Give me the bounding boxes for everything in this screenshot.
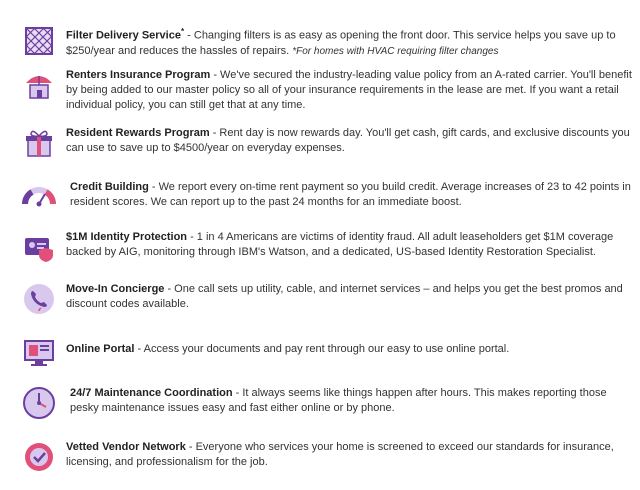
service-title: Resident Rewards Program <box>66 127 210 139</box>
portal-computer-icon <box>22 336 56 370</box>
service-text <box>66 282 634 312</box>
service-description: - Rent day is now rewards day. You'll get cash, gift cards, and exclusive discounts you can use to save up to $4500/year on everyday expenses. <box>66 127 630 154</box>
service-title: Move-In Concierge <box>66 283 165 295</box>
service-text <box>66 440 634 470</box>
service-title: Online Portal <box>66 343 135 355</box>
service-renters-insurance <box>22 68 634 118</box>
service-title: Vetted Vendor Network <box>66 441 186 453</box>
credit-gauge-icon <box>22 180 56 214</box>
service-text <box>70 386 634 416</box>
service-note: *For homes with HVAC requiring filter changes <box>292 45 499 57</box>
vendor-badge-icon <box>22 440 56 474</box>
service-description: - Changing filters is as easy as opening the front door. This service helps you save up to $250/year and reduces the hassles of repairs. <box>66 29 616 57</box>
service-vetted-vendor-network <box>22 440 634 490</box>
filter-icon <box>22 24 56 58</box>
service-text <box>70 180 634 210</box>
service-title-marker: * <box>180 27 185 36</box>
clock-icon <box>22 386 56 420</box>
service-description: - 1 in 4 Americans are victims of identity fraud. All adult leaseholders get $1M coverage backed by AIG, monitoring through IBM's Watson, and a dedicated, US-based Identity Restoration Specialist. <box>66 231 614 258</box>
service-title: 24/7 Maintenance Coordination <box>70 387 233 399</box>
service-text <box>66 342 634 357</box>
umbrella-house-icon <box>22 68 56 102</box>
service-text <box>66 24 634 59</box>
id-card-shield-icon <box>22 230 56 264</box>
service-resident-rewards <box>22 126 634 176</box>
service-title: Credit Building <box>70 181 149 193</box>
service-title: $1M Identity Protection <box>66 231 188 243</box>
service-description: - We report every on-time rent payment so you build credit. Average increases of 23 to 42 points in resident scores. We can report up to the past 24 months for an immediate boost. <box>70 181 631 208</box>
concierge-phone-icon <box>22 282 56 316</box>
service-description: - It always seems like things happen after hours. This makes reporting those pesky maintenance issues easy and fast either online or by phone. <box>70 387 607 414</box>
service-text <box>66 230 634 260</box>
gift-icon <box>22 126 56 160</box>
service-filter-delivery <box>22 24 634 74</box>
service-maintenance-coordination <box>22 386 634 436</box>
service-description: - Everyone who services your home is screened to exceed our standards for insurance, licensing, and professionalism for the job. <box>66 441 614 468</box>
service-description: - We've secured the industry-leading value policy from an A-rated carrier. You'll benefit by being added to our master policy so all of your insurance requirements in the lease are met. If you want a retail individual policy, you can still get that at any time. <box>66 69 632 111</box>
service-online-portal <box>22 336 634 386</box>
service-move-in-concierge <box>22 282 634 332</box>
service-description: - One call sets up utility, cable, and internet services – and helps you get the best promos and discount codes available. <box>66 283 623 310</box>
service-title: Renters Insurance Program <box>66 69 211 81</box>
service-identity-protection <box>22 230 634 280</box>
service-title: Filter Delivery Service <box>66 29 181 42</box>
service-text <box>66 126 634 156</box>
service-description: - Access your documents and pay rent through our easy to use online portal. <box>134 343 510 355</box>
service-credit-building <box>22 180 634 230</box>
service-text <box>66 68 634 113</box>
